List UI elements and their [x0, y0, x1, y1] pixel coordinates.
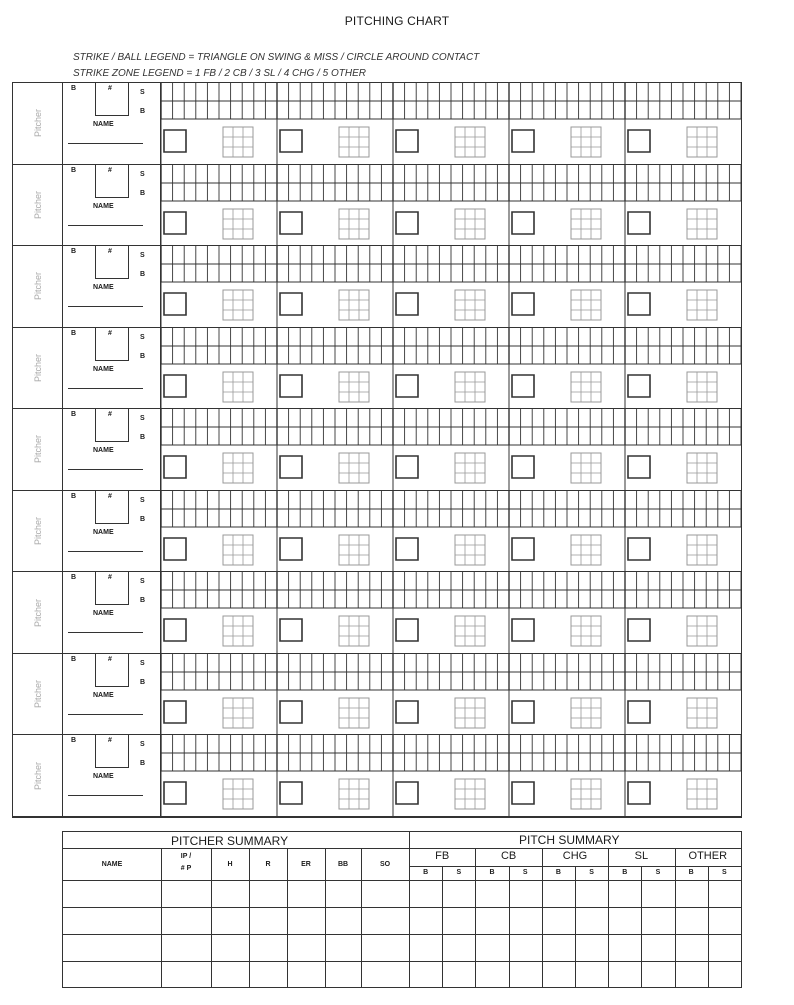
balls-count-label: B [140, 678, 146, 686]
pitcher-number-box [95, 572, 129, 605]
strike-column-header: S [722, 869, 727, 876]
name-label: NAME [93, 284, 114, 292]
pitcher-block [13, 246, 741, 328]
strike-zone-grid [687, 290, 717, 320]
name-label: NAME [93, 365, 114, 373]
pitch-grid [161, 654, 741, 735]
ball-strike-divider [442, 866, 443, 987]
name-label: NAME [93, 610, 114, 618]
pitch-summary-heading: PITCH SUMMARY [519, 833, 620, 847]
strikes-label: S [140, 170, 145, 178]
name-label: NAME [93, 447, 114, 455]
count-box [628, 701, 650, 723]
balls-label: B [71, 737, 77, 745]
strike-zone-grid [571, 779, 601, 809]
column-divider [361, 848, 362, 987]
count-box [164, 538, 186, 560]
count-box [164, 293, 186, 315]
pitch-grid-svg [161, 328, 741, 409]
pitch-grid-svg [161, 409, 741, 490]
number-label: # [108, 85, 112, 92]
strike-zone-grid [223, 616, 253, 646]
strike-zone-grid [223, 453, 253, 483]
count-box [396, 456, 418, 478]
balls-count-label: B [140, 271, 146, 279]
pitching-chart-grid [12, 82, 742, 818]
count-box [280, 212, 302, 234]
pitcher-block [13, 735, 741, 817]
count-box [512, 130, 534, 152]
strike-zone-grid [571, 372, 601, 402]
count-box [512, 701, 534, 723]
count-box [280, 456, 302, 478]
count-box [164, 212, 186, 234]
pitch-type-heading: FB [435, 850, 450, 862]
strike-zone-grid [339, 616, 369, 646]
strike-zone-grid [339, 127, 369, 157]
column-divider [211, 848, 212, 987]
strikes-label: S [140, 659, 145, 667]
count-box [628, 538, 650, 560]
pitcher-summary-heading: PITCHER SUMMARY [171, 834, 289, 848]
pitcher-side-label [13, 409, 63, 490]
pitch-grid-svg [161, 491, 741, 572]
strike-column-header: S [589, 869, 594, 876]
strike-zone-grid [223, 535, 253, 565]
pitcher-block [13, 491, 741, 573]
strike-zone-grid [455, 779, 485, 809]
pitcher-info-box [63, 735, 161, 816]
strike-zone-grid [455, 616, 485, 646]
strike-zone-grid [455, 290, 485, 320]
count-box [512, 212, 534, 234]
number-label: # [108, 574, 112, 582]
pitch-grid-svg [161, 83, 741, 164]
pitch-grid-svg [161, 572, 741, 653]
count-box [280, 782, 302, 804]
name-line [68, 469, 143, 470]
count-box [628, 375, 650, 397]
count-box [512, 293, 534, 315]
strike-zone-grid [455, 127, 485, 157]
pitcher-block [13, 409, 741, 491]
strike-column-header: S [655, 869, 661, 876]
strike-zone-grid [571, 535, 601, 565]
count-box [396, 212, 418, 234]
ball-strike-divider [575, 866, 576, 987]
count-box [628, 293, 650, 315]
strikes-label: S [140, 89, 145, 96]
balls-label: B [71, 329, 77, 337]
strike-zone-legend: STRIKE ZONE LEGEND = 1 FB / 2 CB / 3 SL / 4 CHG / 5 OTHER [73, 68, 366, 79]
balls-label: B [71, 166, 77, 174]
pitcher-info-box [63, 572, 161, 653]
count-box [280, 619, 302, 641]
strike-zone-grid [571, 209, 601, 239]
balls-label: B [71, 85, 77, 92]
pitcher-rotated-label: Pitcher [33, 517, 43, 546]
balls-count-label: B [140, 760, 146, 768]
name-label: NAME [93, 773, 114, 781]
strike-column-header: S [456, 869, 462, 876]
strike-zone-grid [687, 209, 717, 239]
pitcher-number-box [95, 409, 129, 442]
count-box [396, 782, 418, 804]
balls-label: B [71, 574, 77, 582]
name-label: NAME [93, 121, 114, 128]
strike-zone-grid [339, 372, 369, 402]
count-box [164, 375, 186, 397]
pitch-grid [161, 165, 741, 246]
ball-column-header: B [555, 869, 561, 876]
pitcher-block [13, 572, 741, 654]
pitcher-rotated-label: Pitcher [33, 435, 43, 464]
pitch-grid [161, 572, 741, 653]
balls-count-label: B [140, 597, 146, 605]
column-divider [287, 848, 288, 987]
balls-count-label: B [140, 352, 146, 360]
pitcher-side-label [13, 328, 63, 409]
table-row [63, 907, 741, 908]
table-row [63, 934, 741, 935]
name-line [68, 388, 143, 389]
count-box [512, 375, 534, 397]
page-title: PITCHING CHART [344, 14, 450, 28]
pitcher-number-box [95, 735, 129, 768]
summary-divider [63, 848, 741, 849]
name-label: NAME [93, 528, 114, 536]
count-box [512, 538, 534, 560]
strike-zone-grid [687, 779, 717, 809]
number-label: # [108, 492, 112, 500]
ball-strike-divider [641, 866, 642, 987]
pitch-grid [161, 246, 741, 327]
strike-zone-grid [687, 698, 717, 728]
pitcher-number-box [95, 83, 129, 116]
count-box [512, 619, 534, 641]
column-header-walks: BB [337, 861, 349, 868]
pitcher-rotated-label: Pitcher [33, 680, 43, 709]
strike-zone-grid [687, 453, 717, 483]
pitcher-side-label [13, 83, 63, 164]
count-box [396, 375, 418, 397]
ball-column-header: B [423, 869, 429, 876]
strike-zone-grid [223, 209, 253, 239]
strike-zone-grid [455, 698, 485, 728]
pitch-grid-svg [161, 165, 741, 246]
name-line [68, 225, 143, 226]
column-divider [249, 848, 250, 987]
balls-count-label: B [140, 189, 146, 197]
pitcher-info-box [63, 491, 161, 572]
strike-zone-grid [687, 127, 717, 157]
summary-table [62, 831, 742, 988]
pitcher-rotated-label: Pitcher [33, 190, 43, 219]
balls-count-label: B [140, 108, 146, 115]
count-box [628, 782, 650, 804]
count-box [628, 130, 650, 152]
balls-count-label: B [140, 515, 146, 523]
strike-zone-grid [223, 698, 253, 728]
name-label: NAME [93, 202, 114, 210]
strike-zone-grid [223, 290, 253, 320]
pitch-grid-svg [161, 735, 741, 816]
count-box [280, 130, 302, 152]
count-box [396, 619, 418, 641]
pitcher-rotated-label: Pitcher [33, 272, 43, 301]
pitcher-number-box [95, 654, 129, 687]
strike-zone-grid [339, 779, 369, 809]
strike-zone-grid [223, 372, 253, 402]
name-line [68, 632, 143, 633]
strikes-label: S [140, 496, 145, 504]
count-box [164, 130, 186, 152]
pitcher-info-box [63, 83, 161, 164]
number-label: # [108, 411, 112, 419]
name-line [68, 143, 143, 144]
strikes-label: S [140, 252, 145, 260]
pitcher-side-label [13, 246, 63, 327]
pitch-type-heading: SL [634, 850, 649, 862]
strike-zone-grid [687, 372, 717, 402]
pitcher-side-label [13, 735, 63, 816]
count-box [512, 456, 534, 478]
pitcher-number-box [95, 491, 129, 524]
strike-zone-grid [571, 290, 601, 320]
pitch-grid-svg [161, 246, 741, 327]
strikes-label: S [140, 333, 145, 341]
column-divider [325, 848, 326, 987]
count-box [280, 375, 302, 397]
ball-strike-divider [708, 866, 709, 987]
name-line [68, 795, 143, 796]
pitcher-block [13, 165, 741, 247]
pitcher-info-box [63, 165, 161, 246]
strike-ball-legend: STRIKE / BALL LEGEND = TRIANGLE ON SWING & MISS / CIRCLE AROUND CONTACT [73, 52, 480, 63]
strike-zone-grid [571, 453, 601, 483]
ball-column-header: B [622, 869, 628, 876]
number-label: # [108, 248, 112, 256]
name-label: NAME [93, 691, 114, 699]
pitch-grid [161, 491, 741, 572]
count-box [280, 701, 302, 723]
pitcher-rotated-label: Pitcher [33, 353, 43, 382]
strike-zone-grid [223, 779, 253, 809]
count-box [164, 456, 186, 478]
column-header-ip: IP / [180, 853, 192, 860]
strike-zone-grid [455, 372, 485, 402]
pitch-grid [161, 83, 741, 164]
pitcher-info-box [63, 328, 161, 409]
pitcher-info-box [63, 246, 161, 327]
count-box [396, 130, 418, 152]
pitcher-info-box [63, 409, 161, 490]
pitcher-number-box [95, 246, 129, 279]
number-label: # [108, 166, 112, 174]
number-label: # [108, 737, 112, 745]
balls-label: B [71, 411, 77, 419]
table-row [63, 961, 741, 962]
strike-zone-grid [339, 698, 369, 728]
balls-label: B [71, 655, 77, 663]
column-header-runs: R [265, 861, 271, 868]
table-row [63, 880, 741, 881]
pitcher-number-box [95, 165, 129, 198]
strike-zone-grid [687, 616, 717, 646]
pitch-grid [161, 735, 741, 816]
count-box [396, 701, 418, 723]
count-box [628, 456, 650, 478]
strike-zone-grid [687, 535, 717, 565]
pitcher-info-box [63, 654, 161, 735]
column-header-name: NAME [101, 861, 123, 868]
name-line [68, 306, 143, 307]
strike-zone-grid [339, 290, 369, 320]
count-box [164, 701, 186, 723]
name-line [68, 551, 143, 552]
ball-column-header: B [688, 869, 694, 876]
strikes-label: S [140, 741, 145, 749]
pitcher-block [13, 83, 741, 165]
pitcher-side-label [13, 572, 63, 653]
strike-column-header: S [522, 869, 528, 876]
strike-zone-grid [339, 535, 369, 565]
balls-label: B [71, 248, 77, 256]
strikes-label: S [140, 578, 145, 586]
count-box [396, 293, 418, 315]
pitcher-number-box [95, 328, 129, 361]
pitcher-side-label [13, 654, 63, 735]
column-header-strikeouts: SO [379, 861, 391, 868]
strike-zone-grid [571, 127, 601, 157]
count-box [280, 538, 302, 560]
balls-count-label: B [140, 434, 146, 442]
pitch-type-heading: CHG [562, 850, 588, 862]
pitch-grid-svg [161, 654, 741, 735]
pitcher-side-label [13, 491, 63, 572]
column-header-earned-runs: ER [301, 861, 311, 868]
pitch-type-heading: OTHER [688, 850, 728, 862]
number-label: # [108, 329, 112, 337]
pitcher-rotated-label: Pitcher [33, 761, 43, 790]
pitcher-rotated-label: Pitcher [33, 109, 43, 138]
count-box [628, 212, 650, 234]
pitch-grid [161, 409, 741, 490]
strike-zone-grid [339, 209, 369, 239]
count-box [280, 293, 302, 315]
number-label: # [108, 655, 112, 663]
strike-zone-grid [223, 127, 253, 157]
strike-zone-grid [455, 209, 485, 239]
count-box [396, 538, 418, 560]
strikes-label: S [140, 415, 145, 423]
count-box [628, 619, 650, 641]
strike-zone-grid [571, 698, 601, 728]
pitcher-block [13, 654, 741, 736]
strike-zone-grid [455, 535, 485, 565]
pitcher-side-label [13, 165, 63, 246]
strike-zone-grid [339, 453, 369, 483]
pitch-type-heading: CB [500, 850, 517, 862]
strike-zone-grid [455, 453, 485, 483]
ball-column-header: B [489, 869, 495, 876]
name-line [68, 714, 143, 715]
balls-label: B [71, 492, 77, 500]
strike-zone-grid [571, 616, 601, 646]
pitch-grid [161, 328, 741, 409]
column-header-hits: H [227, 861, 233, 868]
count-box [164, 619, 186, 641]
pitcher-block [13, 328, 741, 410]
pitcher-rotated-label: Pitcher [33, 598, 43, 627]
pitch-type-underline [409, 866, 741, 867]
count-box [164, 782, 186, 804]
column-header-pitches: # P [180, 865, 192, 872]
ball-strike-divider [509, 866, 510, 987]
count-box [512, 782, 534, 804]
